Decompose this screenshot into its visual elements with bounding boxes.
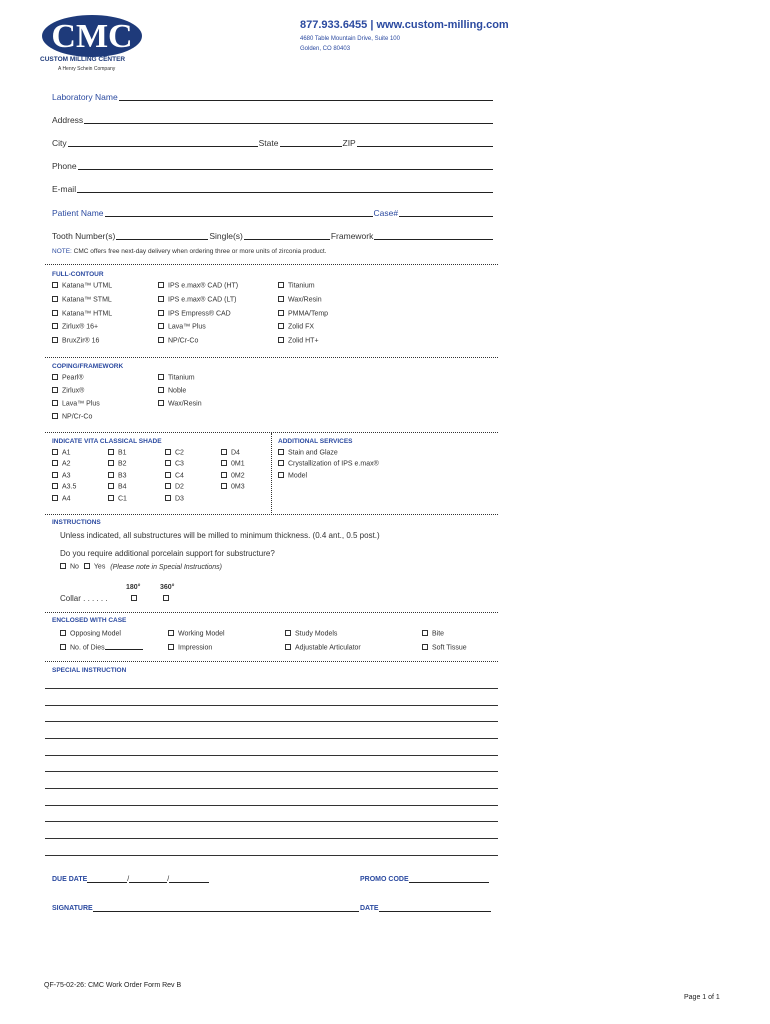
phone-website: 877.933.6455 | www.custom-milling.com <box>300 19 509 31</box>
single-label: Single(s) <box>209 231 243 241</box>
instructions-text: Unless indicated, all substructures will be milled to minimum thickness. (0.4 ant., 0.5 post.) <box>60 531 380 540</box>
option[interactable]: Zirlux® 16+ <box>52 323 98 331</box>
collar-180-label: 180° <box>126 584 141 591</box>
company-name: CUSTOM MILLING CENTER <box>40 56 126 63</box>
option[interactable]: Crystallization of IPS e.max® <box>278 460 379 468</box>
enclosed-title: ENCLOSED WITH CASE <box>52 617 127 624</box>
option[interactable]: Titanium <box>278 282 315 290</box>
option[interactable]: Soft Tissue <box>422 644 467 652</box>
separator <box>45 357 498 358</box>
option[interactable]: A2 <box>52 460 71 468</box>
patient-case-field[interactable] <box>52 208 494 218</box>
option[interactable]: Zolid FX <box>278 323 314 331</box>
form-id: QF-75-02-26: CMC Work Order Form Rev B <box>44 982 182 989</box>
due-date-field[interactable]: DUE DATE / / <box>52 876 209 883</box>
full-contour-title: FULL-CONTOUR <box>52 271 104 278</box>
email-label: E-mail <box>52 184 77 194</box>
option[interactable]: Wax/Resin <box>278 296 322 304</box>
option[interactable]: Katana™ HTML <box>52 310 112 318</box>
option[interactable]: C3 <box>165 460 184 468</box>
option[interactable]: Zolid HT+ <box>278 337 319 345</box>
option[interactable]: Bite <box>422 630 444 638</box>
subsidiary-name: A Henry Schein Company <box>58 66 116 72</box>
date-label: DATE <box>360 905 379 912</box>
option[interactable]: Impression <box>168 644 212 652</box>
lab-name-label: Laboratory Name <box>52 92 118 102</box>
option[interactable]: Pearl® <box>52 374 84 382</box>
due-date-label: DUE DATE <box>52 876 88 883</box>
city-label: City <box>52 138 67 148</box>
promo-code-label: PROMO CODE <box>360 876 409 883</box>
collar-360-checkbox[interactable] <box>163 595 169 601</box>
patient-label: Patient Name <box>52 208 104 218</box>
instructions-title: INSTRUCTIONS <box>52 519 101 526</box>
option[interactable]: Lava™ Plus <box>158 323 206 331</box>
shade-title: INDICATE VITA CLASSICAL SHADE <box>52 438 162 445</box>
address-field[interactable] <box>52 115 494 125</box>
case-label: Case# <box>373 208 399 218</box>
address-line-2: Golden, CO 80403 <box>300 46 351 52</box>
option[interactable]: A3 <box>52 472 71 480</box>
porcelain-answer: No Yes (Please note in Special Instructions) <box>60 563 222 571</box>
option[interactable]: NP/Cr-Co <box>52 413 92 421</box>
option[interactable]: Working Model <box>168 630 225 638</box>
option[interactable]: Opposing Model <box>60 630 121 638</box>
delivery-note: NOTE: CMC offers free next-day delivery when ordering three or more units of zirconia product. <box>52 248 327 255</box>
option[interactable]: Zirlux® <box>52 387 84 395</box>
option[interactable]: C1 <box>108 495 127 503</box>
address-line-1: 4680 Table Mountain Drive, Suite 100 <box>300 36 400 42</box>
option[interactable]: Titanium <box>158 374 195 382</box>
option[interactable]: Katana™ UTML <box>52 282 112 290</box>
address-label: Address <box>52 115 84 125</box>
separator <box>45 514 498 515</box>
logo-text: CMC <box>51 18 133 55</box>
date-field[interactable] <box>360 905 491 912</box>
collar-label: Collar . . . . . . <box>60 594 108 603</box>
phone-field[interactable] <box>52 161 494 171</box>
option[interactable]: D4 <box>221 449 240 457</box>
signature-label: SIGNATURE <box>52 905 93 912</box>
collar-360-label: 360° <box>160 584 175 591</box>
option[interactable]: BruxZir® 16 <box>52 337 99 345</box>
option[interactable]: B1 <box>108 449 127 457</box>
signature-field[interactable] <box>52 905 359 912</box>
option[interactable]: Study Models <box>285 630 337 638</box>
lab-name-field[interactable] <box>52 92 494 102</box>
option[interactable]: Lava™ Plus <box>52 400 100 408</box>
option[interactable]: B3 <box>108 472 127 480</box>
option[interactable]: A3.5 <box>52 483 76 491</box>
option[interactable]: IPS Empress® CAD <box>158 310 231 318</box>
option[interactable]: Noble <box>158 387 186 395</box>
tooth-label: Tooth Number(s) <box>52 231 116 241</box>
promo-code-field[interactable] <box>360 876 489 883</box>
option[interactable]: Stain and Glaze <box>278 449 338 457</box>
option[interactable]: 0M2 <box>221 472 245 480</box>
state-label: State <box>258 138 279 148</box>
option[interactable]: Adjustable Articulator <box>285 644 361 652</box>
option[interactable]: B4 <box>108 483 127 491</box>
option[interactable]: D2 <box>165 483 184 491</box>
option[interactable]: A1 <box>52 449 71 457</box>
special-instruction-title: SPECIAL INSTRUCTION <box>52 667 127 674</box>
separator <box>45 264 498 265</box>
tooth-single-framework-field[interactable] <box>52 231 494 241</box>
option[interactable]: Wax/Resin <box>158 400 202 408</box>
option[interactable]: B2 <box>108 460 127 468</box>
option[interactable]: Model <box>278 472 307 480</box>
city-state-zip-field[interactable] <box>52 138 494 148</box>
option[interactable]: 0M1 <box>221 460 245 468</box>
coping-title: COPING/FRAMEWORK <box>52 363 124 370</box>
porcelain-question: Do you require additional porcelain support for substructure? <box>60 549 275 558</box>
option[interactable]: C4 <box>165 472 184 480</box>
option[interactable]: Katana™ STML <box>52 296 112 304</box>
option[interactable]: IPS e.max® CAD (HT) <box>158 282 238 290</box>
option[interactable]: No. of Dies <box>60 644 143 652</box>
email-field[interactable] <box>52 184 494 194</box>
separator <box>45 661 498 662</box>
option[interactable]: NP/Cr-Co <box>158 337 198 345</box>
option[interactable]: C2 <box>165 449 184 457</box>
no-checkbox[interactable] <box>60 563 66 569</box>
additional-services-title: ADDITIONAL SERVICES <box>278 438 353 445</box>
page-number: Page 1 of 1 <box>684 994 720 1001</box>
framework-label: Framework <box>330 231 374 241</box>
option[interactable]: A4 <box>52 495 71 503</box>
collar-180-checkbox[interactable] <box>131 595 137 601</box>
yes-checkbox[interactable] <box>84 563 90 569</box>
zip-label: ZIP <box>342 138 356 148</box>
option[interactable]: PMMA/Temp <box>278 310 328 318</box>
option[interactable]: D3 <box>165 495 184 503</box>
phone-label: Phone <box>52 161 77 171</box>
separator <box>45 612 498 613</box>
option[interactable]: IPS e.max® CAD (LT) <box>158 296 236 304</box>
option[interactable]: 0M3 <box>221 483 245 491</box>
column-divider <box>271 433 272 515</box>
